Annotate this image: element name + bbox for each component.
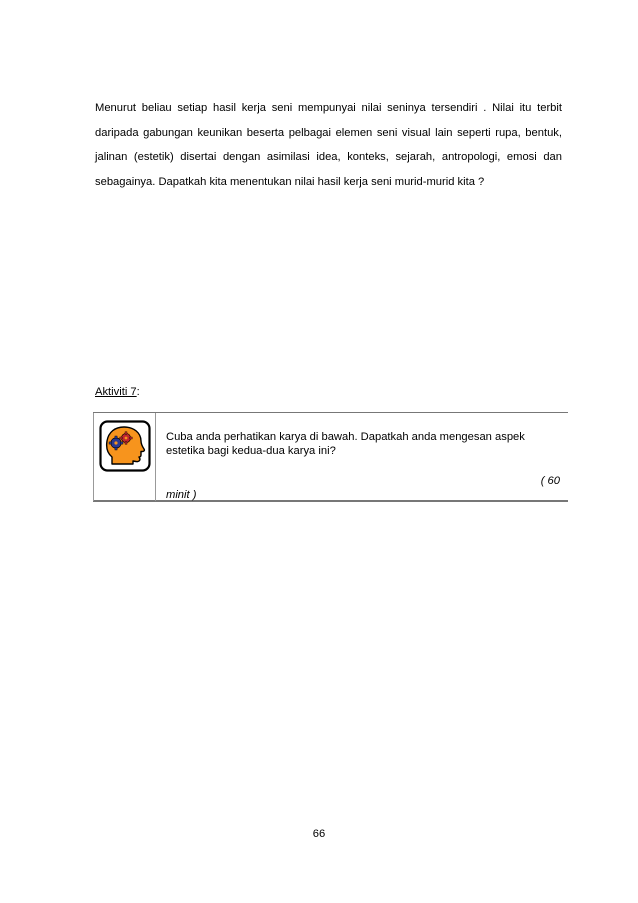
activity-box [93,412,568,502]
activity-icon-cell [93,413,156,501]
activity-heading-colon: : [136,386,140,398]
activity-heading-label: Aktiviti 7 [95,386,137,398]
thinking-head-icon [99,420,151,472]
activity-duration-end: minit ) [166,489,197,501]
activity-duration-start: ( 60 [540,475,560,487]
activity-instruction: Cuba anda perhatikan karya di bawah. Dapatkah anda mengesan aspek estetika bagi kedua-dua karya ini? [166,431,525,457]
body-paragraph: Menurut beliau setiap hasil kerja seni mempunyai nilai seninya tersendiri . Nilai itu terbit daripada gabungan keunikan beserta pelbagai elemen seni visual lain seperti rupa, bentuk, jalinan (estetik) disertai dengan asimilasi idea, konteks, sejarah, antropologi, emosi dan sebagainya. Dapatkah kita menentukan nilai hasil kerja seni murid-murid kita ? [95,102,562,188]
page-number: 66 [312,828,326,840]
activity-heading [95,386,140,398]
